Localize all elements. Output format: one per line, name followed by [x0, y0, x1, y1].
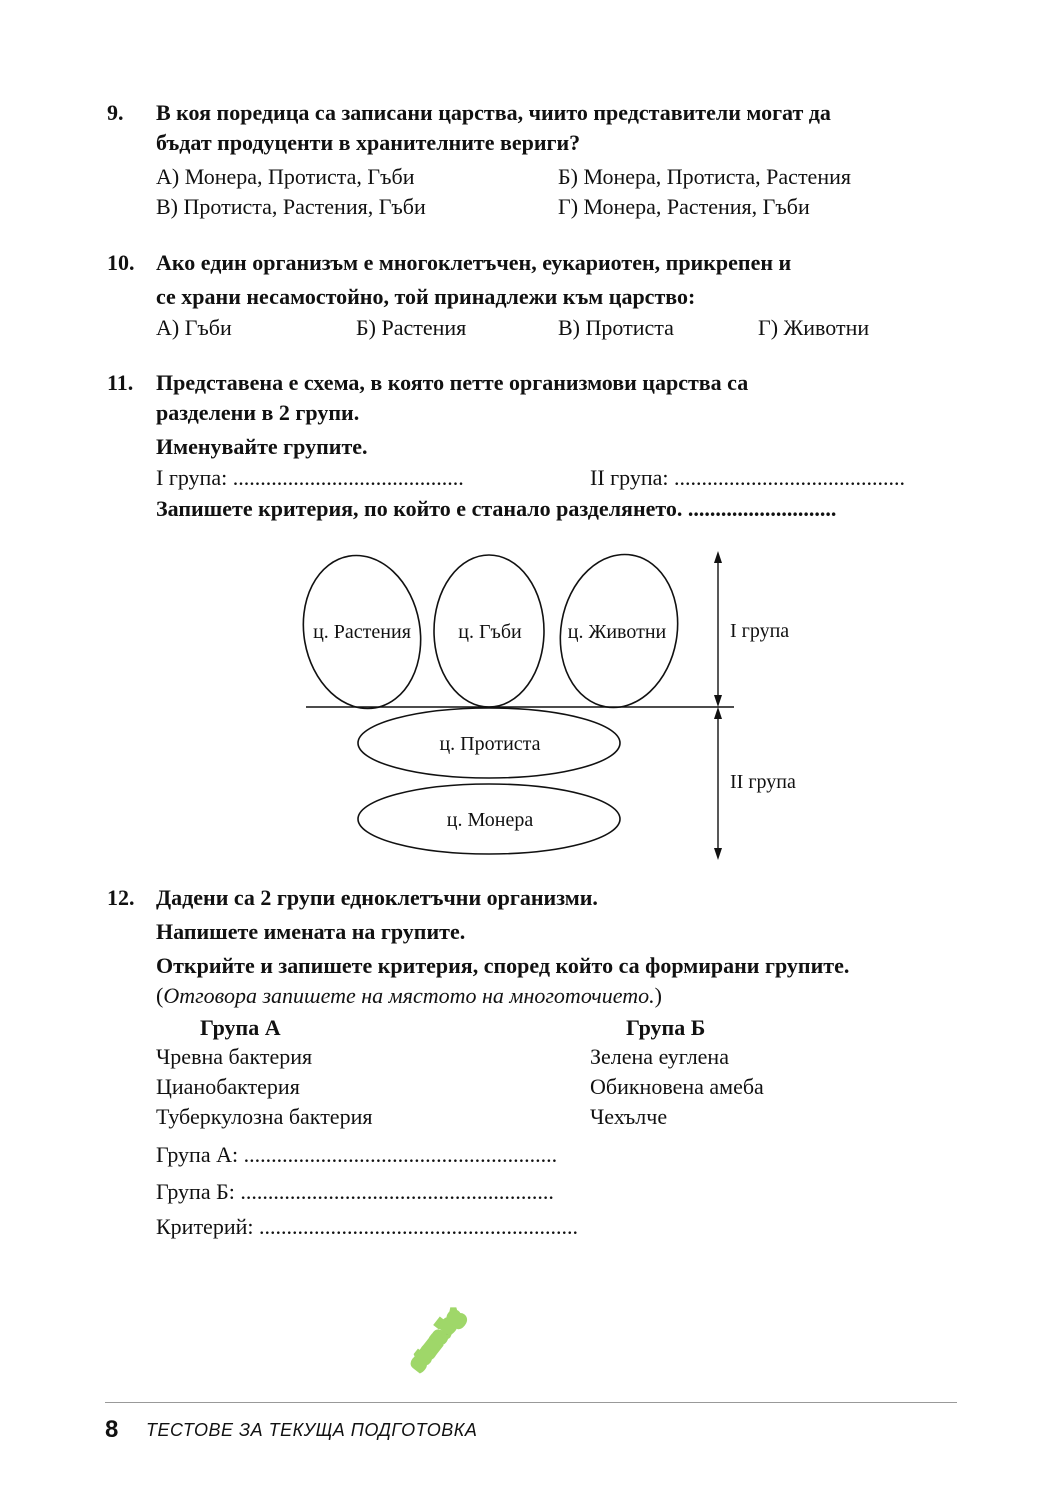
- question-9-option-c: В) Протиста, Растения, Гъби: [156, 194, 426, 219]
- question-10-option-a: А) Гъби: [156, 315, 232, 340]
- question-9-text-line2: бъдат продуценти в хранителните вериги?: [156, 130, 581, 155]
- question-9-number: 9.: [107, 100, 124, 125]
- note-close-paren: ): [654, 983, 662, 1008]
- question-11-text-line2: разделени в 2 групи.: [156, 400, 360, 425]
- note-open-paren: (: [156, 983, 164, 1008]
- question-9-option-d: Г) Монера, Растения, Гъби: [558, 194, 810, 219]
- question-9-option-a: А) Монера, Протиста, Гъби: [156, 164, 415, 189]
- group-b-item: Зелена еуглена: [590, 1044, 729, 1069]
- criterion-answer-line[interactable]: Запишете критерия, по който е станало разделянето. ...........................: [156, 496, 837, 521]
- note-text: Отговора запишете на мястото на многоточието.: [163, 983, 655, 1008]
- question-11-number: 11.: [107, 370, 134, 395]
- question-9-text-line1: В коя поредица са записани царства, чиито представители могат да: [156, 100, 831, 125]
- question-11-text-line1: Представена е схема, в която петте организмови царства са: [156, 370, 749, 395]
- group2-label: II група: [730, 771, 796, 793]
- kingdoms-diagram: [0, 545, 1044, 875]
- group-a-item: Туберкулозна бактерия: [156, 1104, 373, 1129]
- question-10-option-b: Б) Растения: [356, 315, 467, 340]
- group1-arrow: [714, 551, 722, 707]
- question-12-number: 12.: [107, 885, 135, 910]
- question-12-text-line1: Дадени са 2 групи едноклетъчни организми.: [156, 885, 598, 910]
- group-b-item: Обикновена амеба: [590, 1074, 764, 1099]
- animals-label: ц. Животни: [567, 621, 667, 643]
- group2-answer-blank[interactable]: II група: ..........................................: [590, 465, 906, 490]
- group-b-item: Чехълче: [590, 1104, 668, 1129]
- footer-title: ТЕСТОВЕ ЗА ТЕКУЩА ПОДГОТОВКА: [146, 1420, 478, 1440]
- question-9-option-b: Б) Монера, Протиста, Растения: [558, 164, 851, 189]
- criterion-answer-blank[interactable]: Критерий: ..........................................................: [156, 1214, 578, 1239]
- question-12-note: [156, 981, 662, 1011]
- question-12-text-line3: Открийте и запишете критерия, според който са формирани групите.: [156, 953, 850, 978]
- group-a-item: Цианобактерия: [156, 1074, 300, 1099]
- group1-label: I група: [730, 620, 790, 642]
- fungi-label: ц. Гъби: [458, 621, 522, 643]
- page-number: 8: [105, 1416, 119, 1443]
- footer-rule: [105, 1402, 957, 1403]
- group1-answer-blank[interactable]: I група: ..........................................: [156, 465, 464, 490]
- question-10-option-c: В) Протиста: [558, 315, 674, 340]
- group2-arrow: [714, 707, 722, 860]
- question-10-text-line1: Ако един организъм е многоклетъчен, еукариотен, прикрепен и: [156, 250, 792, 275]
- plants-label: ц. Растения: [313, 621, 411, 643]
- group-a-item: Чревна бактерия: [156, 1044, 313, 1069]
- question-11-text-line3: Именувайте групите.: [156, 434, 368, 459]
- protista-label: ц. Протиста: [439, 733, 541, 755]
- question-10-option-d: Г) Животни: [758, 315, 870, 340]
- question-10-text-line2: се храни несамостойно, той принадлежи към царство:: [156, 284, 696, 309]
- watermark-text: store.bg: [406, 1305, 466, 1374]
- question-12-text-line2: Напишете имената на групите.: [156, 919, 466, 944]
- question-10-number: 10.: [107, 250, 135, 275]
- group-a-answer-blank[interactable]: Група А: .........................................................: [156, 1142, 558, 1167]
- group-b-answer-blank[interactable]: Група Б: .........................................................: [156, 1179, 554, 1204]
- group-b-header: Група Б: [626, 1015, 706, 1040]
- group-a-header: Група А: [200, 1015, 281, 1040]
- monera-label: ц. Монера: [446, 809, 534, 831]
